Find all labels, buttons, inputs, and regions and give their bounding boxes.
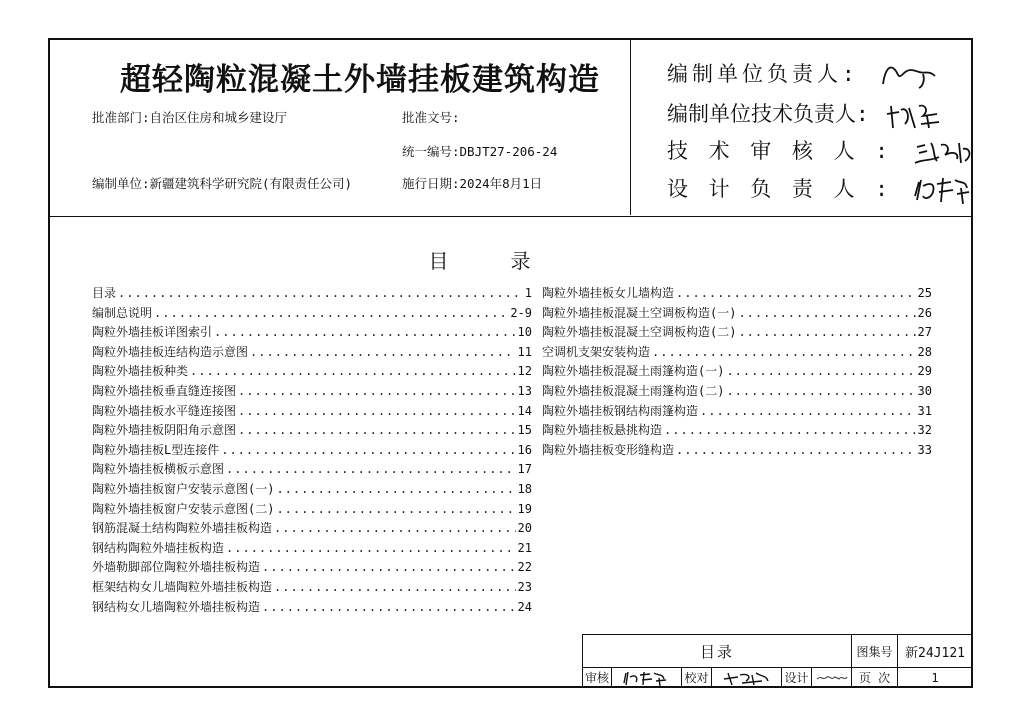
- review-label: 审核: [584, 671, 609, 685]
- review-signature: [611, 667, 681, 688]
- design-label: 设计: [781, 667, 811, 688]
- toc-item[interactable]: 陶粒外墙挂板连结构造示意图 ..... 11: [92, 343, 532, 363]
- responsible-persons: [630, 40, 973, 215]
- toc-item[interactable]: 陶粒外墙挂板阴阳角示意图 ..... 15: [92, 421, 532, 441]
- toc-item[interactable]: 外墙勒脚部位陶粒外墙挂板构造 ..... 22: [92, 558, 532, 578]
- title-block-row-bottom: [583, 667, 973, 688]
- resp-tech-reviewer: [667, 135, 975, 167]
- toc-item[interactable]: 空调机支架安装构造 ..... 28: [542, 343, 932, 363]
- approval-doc: 批准文号:: [402, 110, 460, 125]
- toc-item[interactable]: 框架结构女儿墙陶粒外墙挂板构造 ..... 23: [92, 578, 532, 598]
- toc-right-column: [542, 284, 932, 460]
- toc-item[interactable]: 陶粒外墙挂板窗户安装示意图(一) ..... 18: [92, 480, 532, 500]
- toc-heading: 目录: [428, 249, 593, 273]
- check-label: 校对: [681, 667, 711, 688]
- toc-item[interactable]: 陶粒外墙挂板种类 ..... 12: [92, 362, 532, 382]
- toc-item[interactable]: 陶粒外墙挂板水平缝连接图 ..... 14: [92, 402, 532, 422]
- toc-item[interactable]: 陶粒外墙挂板悬挑构造 ..... 32: [542, 421, 932, 441]
- title-block-row-top: [583, 635, 973, 668]
- check-signature: [711, 667, 781, 688]
- atlas-label: 图集号: [851, 635, 897, 667]
- signature-1: [879, 60, 939, 90]
- unified-number: 统一编号:DBJT27-206-24: [402, 144, 558, 159]
- toc-item[interactable]: 钢筋混凝土结构陶粒外墙挂板构造 ..... 20: [92, 519, 532, 539]
- signature-3: [913, 137, 975, 167]
- page-number: 1: [897, 667, 972, 688]
- toc-item[interactable]: 编制总说明 ..... 2-9: [92, 304, 532, 324]
- toc-item[interactable]: 陶粒外墙挂板钢结构雨篷构造 ..... 31: [542, 402, 932, 422]
- resp-label: 编制单位负责人:: [667, 62, 859, 86]
- resp-label: 编制单位技术负责人:: [667, 102, 869, 126]
- toc-item[interactable]: 陶粒外墙挂板L型连接件 ..... 16: [92, 441, 532, 461]
- toc-item[interactable]: 陶粒外墙挂板混凝土空调板构造(一) ..... 26: [542, 304, 932, 324]
- resp-design-head: [667, 173, 973, 206]
- sheet-title: 目录: [699, 642, 734, 661]
- toc-item[interactable]: 陶粒外墙挂板详图索引 ..... 10: [92, 323, 532, 343]
- toc-item[interactable]: 陶粒外墙挂板垂直缝连接图 ..... 13: [92, 382, 532, 402]
- signature-4: [913, 174, 973, 206]
- atlas-number: 新24J121: [897, 635, 972, 667]
- design-signature: [811, 667, 851, 688]
- toc-item[interactable]: 陶粒外墙挂板变形缝构造 ..... 33: [542, 441, 932, 461]
- compiling-unit: 编制单位:新疆建筑科学研究院(有限责任公司): [92, 176, 353, 191]
- toc-item[interactable]: 陶粒外墙挂板混凝土雨篷构造(一) ..... 29: [542, 362, 932, 382]
- resp-unit-head: [667, 58, 939, 90]
- toc-item[interactable]: 目录 ..... 1: [92, 284, 532, 304]
- toc-item[interactable]: 钢结构陶粒外墙挂板构造 ..... 21: [92, 539, 532, 559]
- effective-date: 施行日期:2024年8月1日: [402, 176, 543, 191]
- page-label: 页 次: [851, 667, 897, 688]
- drawing-frame: [48, 38, 973, 688]
- resp-label: 技 术 审 核 人 :: [667, 139, 892, 163]
- toc-left-column: [92, 284, 532, 617]
- toc-item[interactable]: 陶粒外墙挂板混凝土雨篷构造(二) ..... 30: [542, 382, 932, 402]
- toc-item[interactable]: 陶粒外墙挂板混凝土空调板构造(二) ..... 27: [542, 323, 932, 343]
- resp-label: 设 计 负 责 人 :: [667, 177, 892, 201]
- signature-2: [885, 100, 945, 130]
- header-block: [50, 40, 971, 217]
- title-block: [582, 634, 973, 688]
- toc-item[interactable]: 陶粒外墙挂板女儿墙构造 ..... 25: [542, 284, 932, 304]
- toc-item[interactable]: 陶粒外墙挂板窗户安装示意图(二) ..... 19: [92, 500, 532, 520]
- approval-dept: 批准部门:自治区住房和城乡建设厅: [92, 110, 288, 125]
- toc-item[interactable]: 钢结构女儿墙陶粒外墙挂板构造 ..... 24: [92, 598, 532, 618]
- toc-item[interactable]: 陶粒外墙挂板横板示意图 ..... 17: [92, 460, 532, 480]
- resp-tech-head: [667, 98, 945, 130]
- document-title: 超轻陶粒混凝土外墙挂板建筑构造: [120, 62, 600, 98]
